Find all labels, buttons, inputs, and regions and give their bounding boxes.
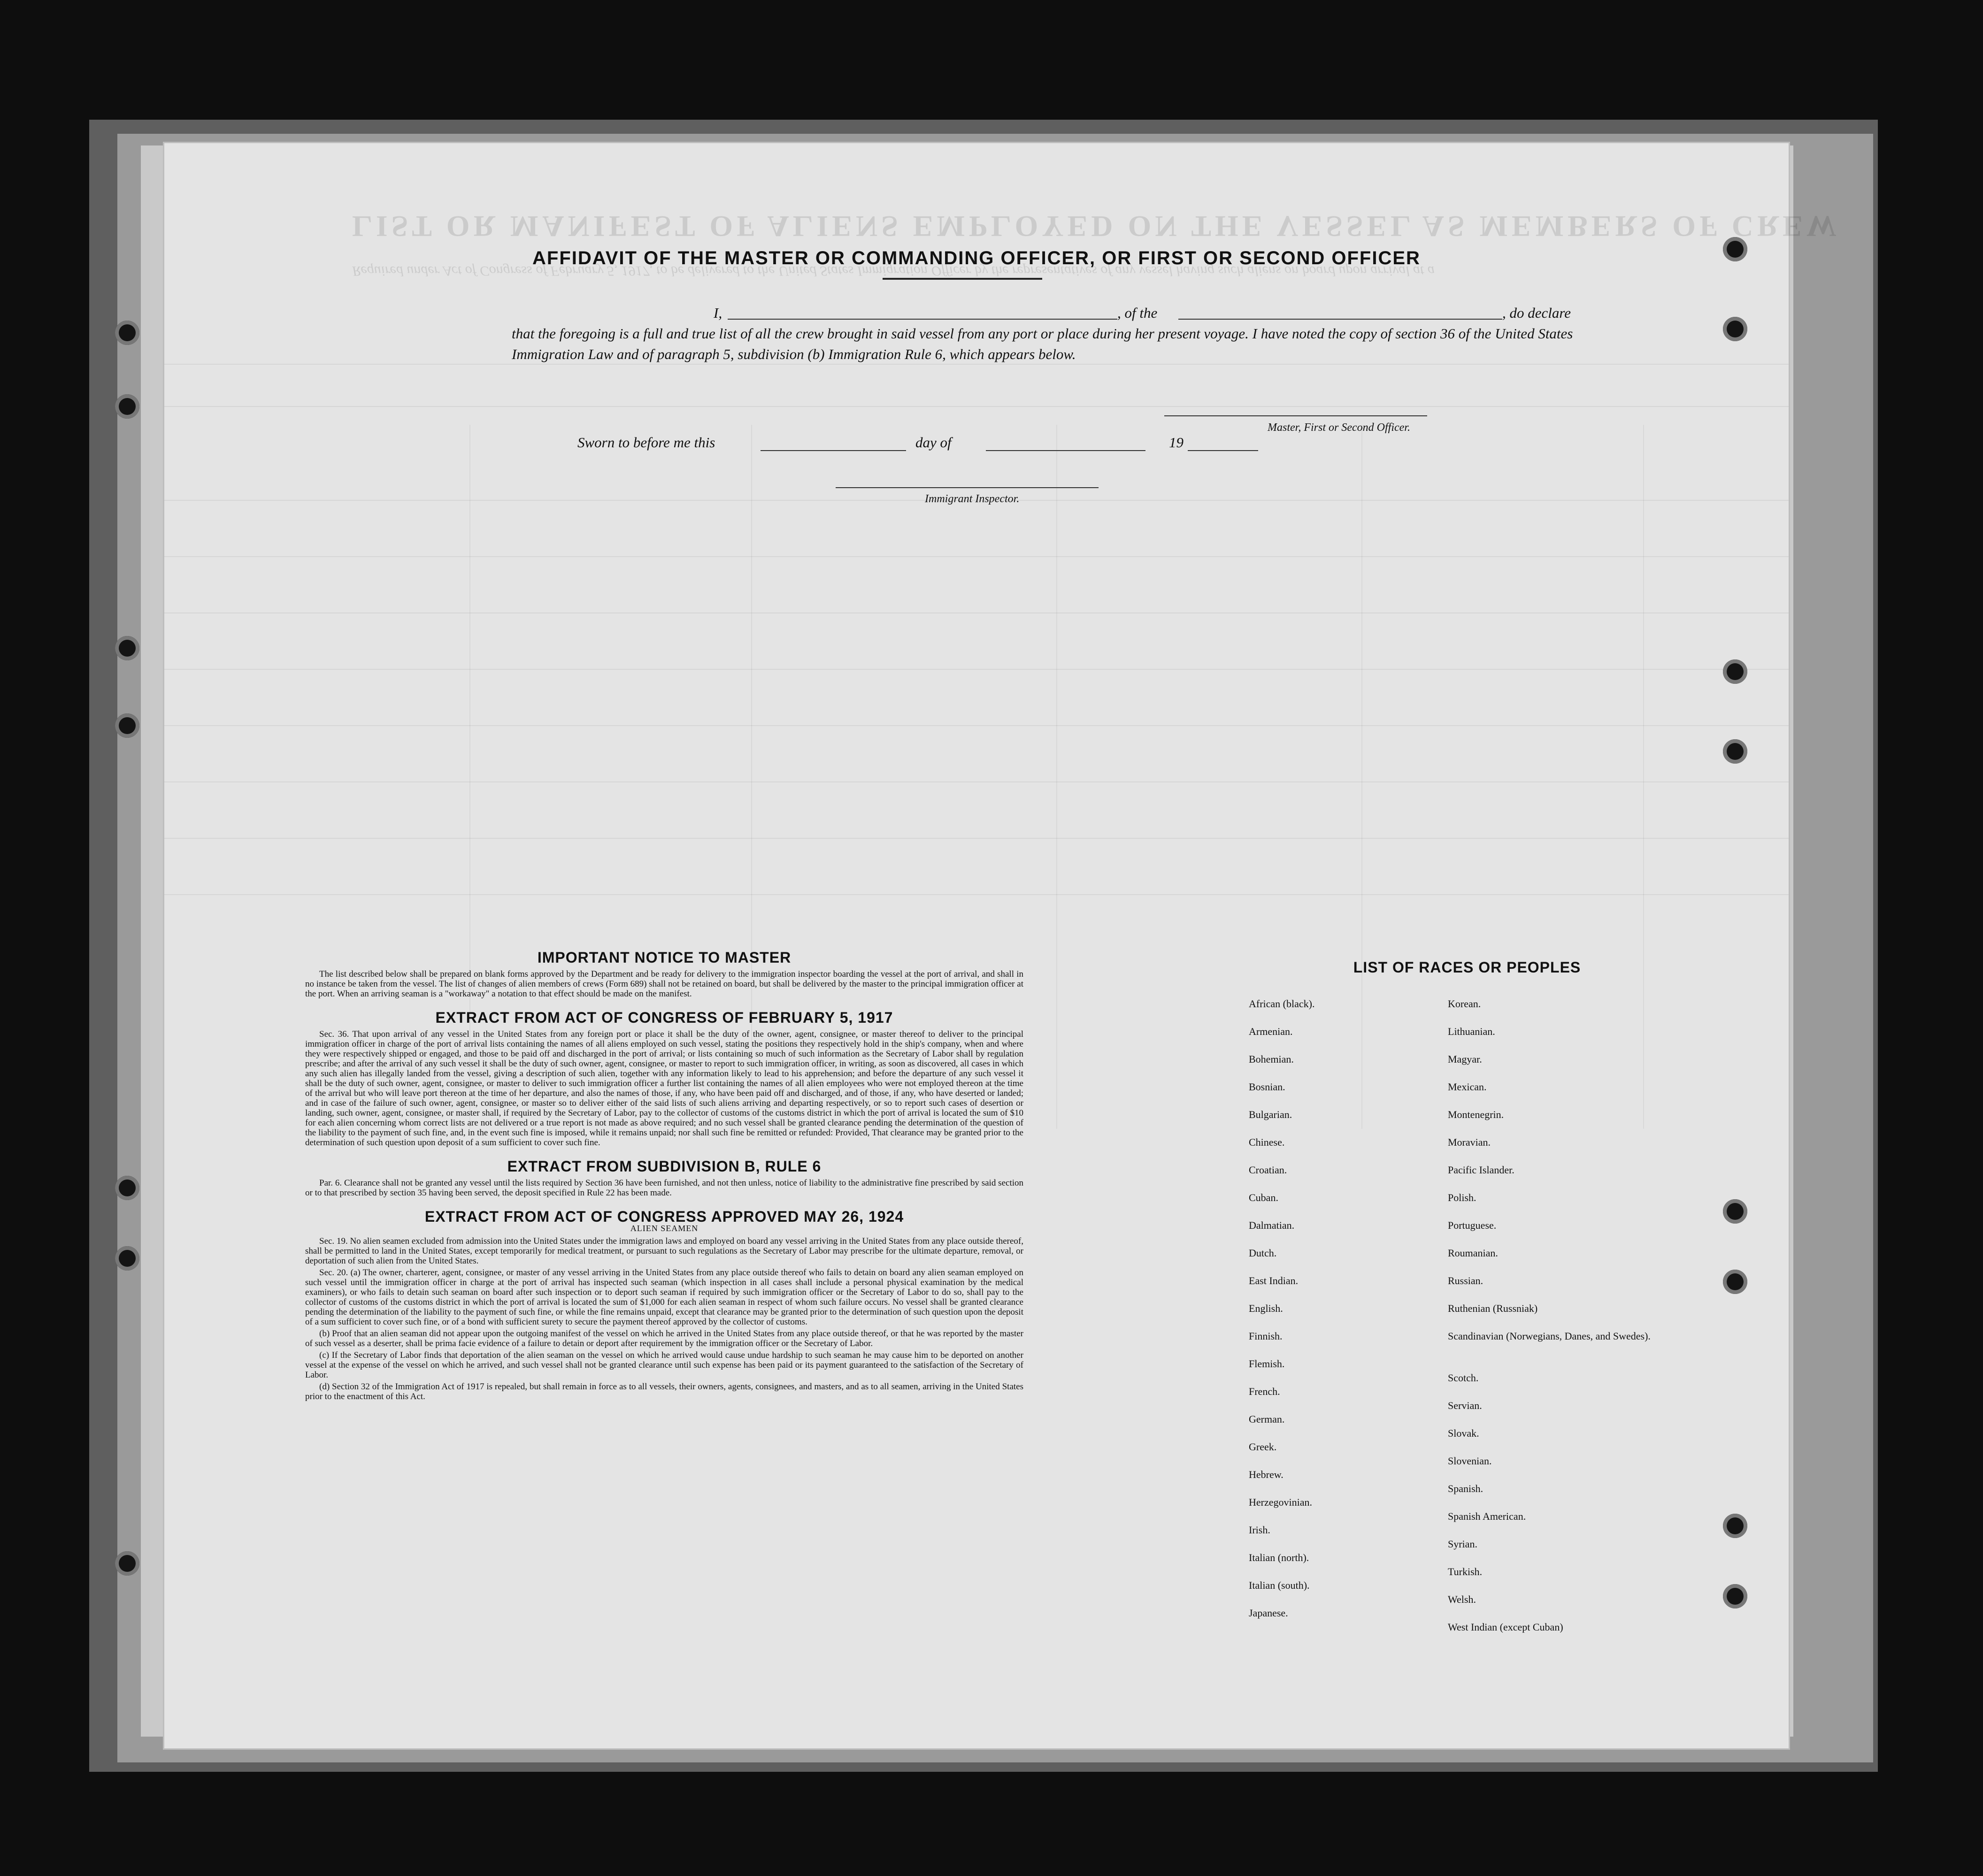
race-item: Herzegovinian. xyxy=(1249,1496,1312,1508)
sworn-year-blank[interactable] xyxy=(1188,450,1258,451)
extract-1924-block xyxy=(305,1208,1023,1401)
race-item: Dalmatian. xyxy=(1249,1219,1295,1231)
sec20a-text: Sec. 20. (a) The owner, charterer, agent, consignee, or master of any vessel arriving in the United States from any place outside thereof who fails to detain on board any alien seaman employed on such vessel until the immigration officer in charge at the port of arrival has inspected such seaman (which inspection in all cases shall include a personal physical examination by the medical examiners), or who fails to detain such seaman on board after such inspection or to deport such seaman if required by such immigration officer or the Secretary of Labor to do so, shall pay to the collector of customs of the customs district in which the port of arrival is located the sum of $1,000 for each alien seaman in respect of whom such failure occurs. No vessel shall be granted clearance pending the determination of the liability to the payment of such fine, or while the fine remains unpaid, except that clearance may be granted prior to the determination of such question upon the deposit of a sum sufficient to cover such fine, or of a bond with sufficient surety to secure the payment thereof approved by the collector of customs. xyxy=(305,1268,1023,1327)
race-item: Slovak. xyxy=(1448,1427,1479,1439)
race-item: Flemish. xyxy=(1249,1358,1285,1370)
race-item: Bosnian. xyxy=(1249,1081,1285,1093)
notice-title: IMPORTANT NOTICE TO MASTER xyxy=(537,949,792,966)
sec20d-text: (d) Section 32 of the Immigration Act of 1917 is repealed, but shall remain in force as to all vessels, their owners, agents, consignees, and masters, and as to all seamen, arriving in the United States prior to the enactment of this Act. xyxy=(305,1382,1023,1401)
sworn-year-label: 19 xyxy=(1169,434,1184,451)
affidavit-title: AFFIDAVIT OF THE MASTER OR COMMANDING OFFICER, OR FIRST OR SECOND OFFICER xyxy=(532,248,1421,268)
inspector-signature-line[interactable] xyxy=(836,487,1099,488)
races-right-column xyxy=(1448,998,1692,1649)
punch-hole xyxy=(1723,739,1747,764)
race-item: Slovenian. xyxy=(1448,1455,1492,1467)
race-item: Magyar. xyxy=(1448,1053,1482,1065)
race-item: Spanish American. xyxy=(1448,1510,1526,1522)
punch-hole xyxy=(115,636,139,660)
title-rule xyxy=(883,278,1042,280)
i-label: I, xyxy=(714,305,722,321)
bleed-line xyxy=(164,556,1789,557)
of-the-label: , of the xyxy=(1117,305,1158,321)
sworn-label: Sworn to before me this xyxy=(577,434,715,451)
race-item: Bulgarian. xyxy=(1249,1109,1292,1120)
race-item: Croatian. xyxy=(1249,1164,1287,1176)
rule6-block xyxy=(305,1158,1023,1198)
race-item: Scandinavian (Norwegians, Danes, and Swedes). xyxy=(1448,1330,1651,1342)
punch-hole xyxy=(1723,1199,1747,1224)
race-item: Finnish. xyxy=(1249,1330,1283,1342)
race-item: Turkish. xyxy=(1448,1566,1483,1577)
bleed-line xyxy=(164,781,1789,782)
race-item: Irish. xyxy=(1249,1524,1270,1536)
race-item: Dutch. xyxy=(1249,1247,1277,1259)
signature-label: Master, First or Second Officer. xyxy=(1268,421,1410,434)
bleed-line xyxy=(164,669,1789,670)
race-item: Korean. xyxy=(1448,998,1481,1010)
race-item: Chinese. xyxy=(1249,1136,1285,1148)
bleed-through-title: LIST OR MANIFEST OF ALIENS EMPLOYED ON THE VESSEL AS MEMBERS OF CREW xyxy=(352,210,1840,243)
notice-block xyxy=(305,949,1023,999)
race-item: Servian. xyxy=(1448,1400,1482,1411)
punch-hole xyxy=(1723,317,1747,341)
punch-hole xyxy=(115,321,139,345)
sworn-month-blank[interactable] xyxy=(986,450,1145,451)
extract-1924-title: EXTRACT FROM ACT OF CONGRESS APPROVED MAY 26, 1924 xyxy=(424,1208,904,1225)
punch-hole xyxy=(115,394,139,419)
race-item: Scotch. xyxy=(1448,1372,1479,1384)
vessel-blank[interactable] xyxy=(1178,319,1502,320)
race-item: Pacific Islander. xyxy=(1448,1164,1514,1176)
race-item: French. xyxy=(1249,1386,1280,1397)
race-item: Syrian. xyxy=(1448,1538,1477,1550)
punch-hole xyxy=(1723,1514,1747,1538)
race-item: West Indian (except Cuban) xyxy=(1448,1621,1563,1633)
race-item: Bohemian. xyxy=(1249,1053,1294,1065)
race-item: English. xyxy=(1249,1302,1283,1314)
punch-hole xyxy=(1723,1584,1747,1608)
race-item: Greek. xyxy=(1249,1441,1277,1453)
race-item: German. xyxy=(1249,1413,1285,1425)
extract-1917-body: Sec. 36. That upon arrival of any vessel in the United States from any foreign port or place it shall be the duty of the owner, agent, consignee, or master thereof to deliver to the principal immigration officer in charge of the port of arrival lists containing the names of all aliens employed on such vessel, stating the positions they respectively hold in the ship's company, when and where they were respectively shipped or engaged, and those to be paid off and discharged in the port of arrival; or lists containing so much of such information as the Secretary of Labor shall by regulation prescribe; and after the arrival of any such vessel it shall be the duty of such owner, agent, consignee, or master to report to such immigration officer, in writing, as soon as discovered, all cases in which any such alien has illegally landed from the vessel, giving a description of such alien, together with any information likely to lead to his apprehension; and before the departure of any such vessel it shall be the duty of such owner, agent, consignee, or master to deliver to such immigration officer a further list containing the names of all alien employees who were not employed thereon at the time of the arrival but who will leave port thereon at the time of her departure, and also the names of those, if any, who have been paid off and discharged, and of those, if any, who have deserted or landed; and in case of the failure of such owner, agent, consignee, or master so to deliver either of the said lists of such aliens arriving and departing respectively, or so to report such cases of desertion or landing, such owner, agent, consignee, or master shall, if required by the Secretary of Labor, pay to the collector of customs of the customs district in which the port of arrival is located the sum of $10 for each alien concerning whom correct lists are not delivered or a true report is not made as above required; and no such vessel shall be granted clearance pending the determination of the question of the liability to the payment of such fine, and, in the event such fine is imposed, while it remains unpaid; nor shall such fine be remitted or refunded: Provided, That clearance may be granted prior to the determination of such question upon deposit of a sum sufficient to cover such fine. xyxy=(305,1029,1023,1148)
races-title: LIST OF RACES OR PEOPLES xyxy=(1353,959,1581,976)
race-item: Mexican. xyxy=(1448,1081,1487,1093)
race-item: Polish. xyxy=(1448,1192,1476,1203)
race-item: Lithuanian. xyxy=(1448,1026,1495,1037)
extract-1917-title: EXTRACT FROM ACT OF CONGRESS OF FEBRUARY 5, 1917 xyxy=(435,1009,893,1026)
race-item: Roumanian. xyxy=(1448,1247,1498,1259)
race-item: Japanese. xyxy=(1249,1607,1288,1619)
bleed-line xyxy=(164,725,1789,726)
sec19-text: Sec. 19. No alien seamen excluded from admission into the United States under the immigration laws and employed on board any vessel arriving in the United States from any place outside thereof, shall be permitted to land in the United States, except temporarily for medical treatment, or pursuant to such regulations as the Secretary of Labor may prescribe for the ultimate departure, removal, or deportation of such alien from the United States. xyxy=(305,1236,1023,1266)
signature-line[interactable] xyxy=(1164,415,1427,416)
notice-body: The list described below shall be prepared on blank forms approved by the Department and be ready for delivery to the immigration inspector boarding the vessel at the port of arrival, and shall in no instance be taken from the vessel. The list of changes of alien members of crews (Form 689) shall not be retained on board, but shall be delivered by the master to the principal immigration officer at the port. When an arriving seaman is a "workaway" a notation to that effect should be made on the manifest. xyxy=(305,969,1023,999)
sworn-day-label: day of xyxy=(915,434,952,451)
punch-hole xyxy=(115,1551,139,1576)
extract-1917-block xyxy=(305,1009,1023,1148)
punch-hole xyxy=(115,713,139,738)
name-blank[interactable] xyxy=(728,319,1117,320)
punch-hole xyxy=(115,1246,139,1271)
race-item: Welsh. xyxy=(1448,1593,1476,1605)
punch-hole xyxy=(1723,659,1747,684)
sec20b-text: (b) Proof that an alien seaman did not appear upon the outgoing manifest of the vessel on which he arrived in the United States from any place outside thereof, or that he was reported by the master of such vessel as a deserter, shall be prima facie evidence of a failure to detain or deport after requirement by the immigration officer or the Secretary of Labor. xyxy=(305,1329,1023,1348)
bleed-line xyxy=(164,894,1789,895)
races-left-column xyxy=(1249,998,1446,1635)
declaration-line xyxy=(512,303,1591,323)
race-item: Ruthenian (Russniak) xyxy=(1448,1302,1538,1314)
race-item: African (black). xyxy=(1249,998,1315,1010)
race-item: Italian (south). xyxy=(1249,1579,1310,1591)
race-item: East Indian. xyxy=(1249,1275,1299,1286)
do-declare-label: , do declare xyxy=(1502,305,1571,321)
rule6-title: EXTRACT FROM SUBDIVISION B, RULE 6 xyxy=(507,1158,822,1175)
race-item: Moravian. xyxy=(1448,1136,1491,1148)
race-item: Italian (north). xyxy=(1249,1552,1309,1563)
inspector-label: Immigrant Inspector. xyxy=(925,493,1020,505)
rule6-body: Par. 6. Clearance shall not be granted any vessel until the lists required by Section 36 have been furnished, and not then unless, notice of liability to the administrative fine prescribed by said section or to that prescribed by section 35 having been served, the deposit specified in Rule 22 has been made. xyxy=(305,1178,1023,1198)
punch-hole xyxy=(1723,1270,1747,1294)
race-item: Cuban. xyxy=(1249,1192,1278,1203)
race-item: Portuguese. xyxy=(1448,1219,1497,1231)
bleed-line xyxy=(1056,425,1057,1129)
document-page xyxy=(164,143,1840,1748)
race-item: Russian. xyxy=(1448,1275,1483,1286)
race-item: Spanish. xyxy=(1448,1483,1483,1494)
race-item: Hebrew. xyxy=(1249,1469,1284,1480)
sec20c-text: (c) If the Secretary of Labor finds that deportation of the alien seaman on the vessel on which he arrived would cause undue hardship to such seaman he may cause him to be deported on another vessel at the expense of the vessel on which he arrived, and such vessel shall not be granted clearance until such expense has been paid or its payment guaranteed to the satisfaction of the Secretary of Labor. xyxy=(305,1350,1023,1380)
affidavit-statement xyxy=(512,303,1591,365)
bleed-line xyxy=(164,838,1789,839)
punch-hole xyxy=(115,1176,139,1200)
race-item: Armenian. xyxy=(1249,1026,1293,1037)
extract-1924-subtitle: ALIEN SEAMEN xyxy=(630,1224,699,1233)
affidavit-body: that the foregoing is a full and true list of all the crew brought in said vessel from any port or place during her present voyage. I have noted the copy of section 36 of the United States Immigration Law and of paragraph 5, subdivision (b) Immigration Rule 6, which appears below. xyxy=(512,325,1573,362)
legal-notices xyxy=(305,949,1023,1416)
race-item: Montenegrin. xyxy=(1448,1109,1504,1120)
sworn-date-blank[interactable] xyxy=(761,450,906,451)
bleed-line xyxy=(164,406,1789,407)
bleed-through-subtitle: Required under Act of Congress of February 5, 1917, to be delivered to the United States Immigration Officer by the representatives of any vessel having such aliens on board upon arrival at a xyxy=(352,263,1435,279)
